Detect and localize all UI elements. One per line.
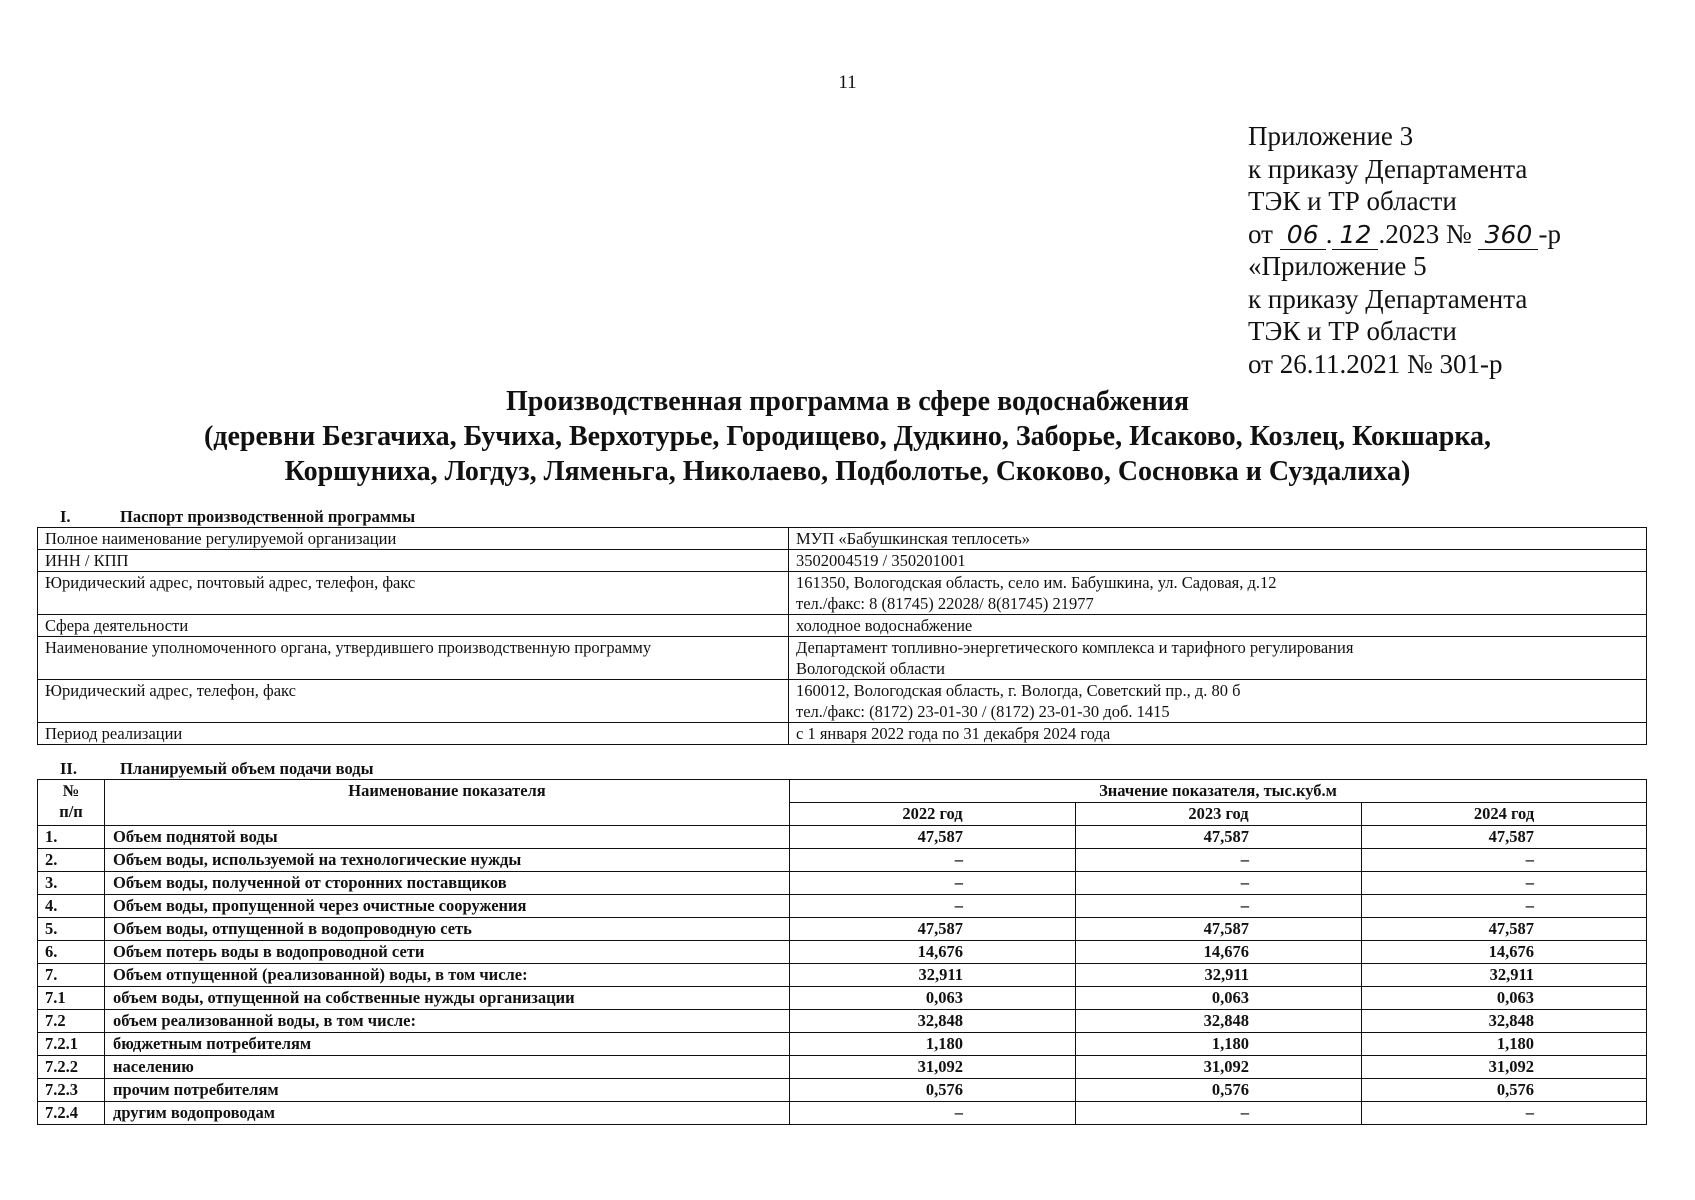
indicator-value: – [1076, 872, 1362, 895]
indicator-value: 32,911 [1076, 964, 1362, 987]
header-year: 2024 год [1362, 803, 1647, 826]
indicator-value: 0,063 [790, 987, 1076, 1010]
indicator-value: 0,576 [790, 1079, 1076, 1102]
appendix-line: ТЭК и ТР области [1248, 186, 1457, 216]
order-line [1248, 218, 1561, 251]
header-number-cell [38, 780, 105, 826]
indicator-value: 47,587 [1076, 826, 1362, 849]
order-separator: . [1325, 218, 1333, 249]
passport-value [789, 550, 1647, 572]
passport-value-line: 161350, Вологодская область, село им. Бабушкина, ул. Садовая, д.12 [796, 573, 1277, 592]
table-row [38, 550, 1647, 572]
table-header-row [38, 780, 1647, 803]
indicator-value: 47,587 [790, 826, 1076, 849]
indicator-name: бюджетным потребителям [105, 1033, 790, 1056]
table-row [38, 964, 1647, 987]
section-heading-volume [60, 759, 374, 779]
row-number: 7. [38, 964, 105, 987]
indicator-value: – [1076, 1102, 1362, 1125]
passport-value-line: Вологодской области [796, 659, 945, 678]
table-row [38, 572, 1647, 615]
passport-value [789, 615, 1647, 637]
row-number: 7.1 [38, 987, 105, 1010]
appendix-line: ТЭК и ТР области [1248, 316, 1457, 346]
indicator-value: 47,587 [1076, 918, 1362, 941]
passport-value [789, 723, 1647, 745]
passport-label: Наименование уполномоченного органа, утвердившего производственную программу [38, 637, 789, 680]
passport-value [789, 680, 1647, 723]
passport-value [789, 637, 1647, 680]
table-row [38, 918, 1647, 941]
table-row [38, 1010, 1647, 1033]
indicator-name: населению [105, 1056, 790, 1079]
row-number: 3. [38, 872, 105, 895]
indicator-value: 32,848 [1076, 1010, 1362, 1033]
passport-value-line: Департамент топливно-энергетического комплекса и тарифного регулирования [796, 638, 1354, 657]
passport-value-line: с 1 января 2022 года по 31 декабря 2024 года [796, 724, 1111, 743]
table-row [38, 895, 1647, 918]
row-number: 7.2.2 [38, 1056, 105, 1079]
indicator-name: Объем воды, используемой на технологические нужды [105, 849, 790, 872]
row-number: 7.2.1 [38, 1033, 105, 1056]
passport-value-line: тел./факс: (8172) 23-01-30 / (8172) 23-01-30 доб. 1415 [796, 702, 1170, 721]
table-row [38, 826, 1647, 849]
row-number: 2. [38, 849, 105, 872]
indicator-name: Объем потерь воды в водопроводной сети [105, 941, 790, 964]
order-day-handwritten: 06 [1280, 221, 1326, 250]
passport-label: Полное наименование регулируемой организации [38, 528, 789, 550]
table-row [38, 872, 1647, 895]
indicator-value: 14,676 [1362, 941, 1647, 964]
table-row [38, 528, 1647, 550]
header-number-line: п/п [59, 802, 83, 821]
indicator-name: другим водопроводам [105, 1102, 790, 1125]
indicator-value: 47,587 [790, 918, 1076, 941]
indicator-value: – [790, 872, 1076, 895]
order-month-handwritten: 12 [1332, 221, 1378, 250]
table-row [38, 680, 1647, 723]
page-number: 11 [838, 72, 857, 93]
header-value-group: Значение показателя, тыс.куб.м [790, 780, 1647, 803]
row-number: 6. [38, 941, 105, 964]
table-row [38, 637, 1647, 680]
indicator-name: Объем воды, пропущенной через очистные сооружения [105, 895, 790, 918]
table-row [38, 723, 1647, 745]
table-row [38, 987, 1647, 1010]
appendix-line: от 26.11.2021 № 301-р [1248, 348, 1503, 379]
indicator-name: прочим потребителям [105, 1079, 790, 1102]
passport-label: Период реализации [38, 723, 789, 745]
row-number: 7.2.4 [38, 1102, 105, 1125]
indicator-value: 0,063 [1362, 987, 1647, 1010]
header-year: 2023 год [1076, 803, 1362, 826]
section-title: Паспорт производственной программы [120, 507, 416, 526]
indicator-value: 32,911 [1362, 964, 1647, 987]
indicator-value: 32,911 [790, 964, 1076, 987]
indicator-value: – [1362, 1102, 1647, 1125]
indicator-value: – [1362, 849, 1647, 872]
order-number-handwritten: 360 [1478, 221, 1538, 250]
title-line: (деревни Безгачиха, Бучиха, Верхотурье, Городищево, Дудкино, Заборье, Исаково, Козлец, Кокшарка, [203, 421, 1492, 452]
indicator-value: 31,092 [1362, 1056, 1647, 1079]
row-number: 1. [38, 826, 105, 849]
row-number: 4. [38, 895, 105, 918]
passport-label: Юридический адрес, почтовый адрес, телефон, факс [38, 572, 789, 615]
indicator-value: 0,063 [1076, 987, 1362, 1010]
indicator-value: 1,180 [1362, 1033, 1647, 1056]
indicator-value: 47,587 [1362, 826, 1647, 849]
appendix-line: к приказу Департамента [1248, 153, 1528, 184]
indicator-value: – [1076, 849, 1362, 872]
indicator-value: 31,092 [1076, 1056, 1362, 1079]
table-row [38, 1056, 1647, 1079]
header-indicator-name: Наименование показателя [105, 780, 790, 826]
indicator-name: Объем воды, полученной от сторонних поставщиков [105, 872, 790, 895]
indicator-value: 32,848 [1362, 1010, 1647, 1033]
appendix-block [1248, 120, 1561, 380]
passport-value-line: холодное водоснабжение [796, 616, 973, 635]
indicator-value: 31,092 [790, 1056, 1076, 1079]
indicator-value: – [1362, 895, 1647, 918]
section-heading-passport [60, 507, 415, 527]
section-number: I. [60, 507, 71, 526]
table-row [38, 941, 1647, 964]
header-year: 2022 год [790, 803, 1076, 826]
indicator-value: 47,587 [1362, 918, 1647, 941]
indicator-value: 1,180 [1076, 1033, 1362, 1056]
row-number: 7.2 [38, 1010, 105, 1033]
appendix-line: Приложение 3 [1248, 121, 1414, 151]
order-year: .2023 № [1378, 218, 1472, 249]
indicator-value: – [790, 849, 1076, 872]
indicator-value: – [1076, 895, 1362, 918]
passport-label: Юридический адрес, телефон, факс [38, 680, 789, 723]
indicator-value: – [790, 1102, 1076, 1125]
indicator-name: объем реализованной воды, в том числе: [105, 1010, 790, 1033]
table-row [38, 1102, 1647, 1125]
order-prefix: от [1248, 218, 1273, 249]
title-line: Производственная программа в сфере водоснабжения [505, 386, 1190, 417]
indicator-name: Объем воды, отпущенной в водопроводную сеть [105, 918, 790, 941]
indicator-value: – [1362, 872, 1647, 895]
indicator-value: 14,676 [1076, 941, 1362, 964]
passport-table [37, 527, 1647, 745]
table-row [38, 1079, 1647, 1102]
section-title: Планируемый объем подачи воды [120, 759, 374, 778]
indicator-value: 0,576 [1362, 1079, 1647, 1102]
table-row [38, 1033, 1647, 1056]
document-title [0, 384, 1695, 489]
indicator-value: – [790, 895, 1076, 918]
water-volume-table [37, 779, 1647, 1125]
indicator-value: 14,676 [790, 941, 1076, 964]
passport-label: ИНН / КПП [38, 550, 789, 572]
indicator-name: Объем поднятой воды [105, 826, 790, 849]
indicator-value: 32,848 [790, 1010, 1076, 1033]
passport-value [789, 528, 1647, 550]
indicator-value: 1,180 [790, 1033, 1076, 1056]
passport-value-line: МУП «Бабушкинская теплосеть» [796, 529, 1031, 548]
title-line: Коршуниха, Логдуз, Ляменьга, Николаево, Подболотье, Скоково, Сосновка и Суздалиха) [284, 456, 1411, 487]
row-number: 7.2.3 [38, 1079, 105, 1102]
header-number-line: № [62, 781, 80, 800]
indicator-value: 0,576 [1076, 1079, 1362, 1102]
passport-value-line: тел./факс: 8 (81745) 22028/ 8(81745) 21977 [796, 594, 1094, 613]
indicator-name: объем воды, отпущенной на собственные нужды организации [105, 987, 790, 1010]
order-suffix: -р [1538, 218, 1561, 249]
table-row [38, 849, 1647, 872]
indicator-name: Объем отпущенной (реализованной) воды, в том числе: [105, 964, 790, 987]
passport-value-line: 3502004519 / 350201001 [796, 551, 966, 570]
appendix-line: к приказу Департамента [1248, 283, 1528, 314]
passport-label: Сфера деятельности [38, 615, 789, 637]
passport-value-line: 160012, Вологодская область, г. Вологда, Советский пр., д. 80 б [796, 681, 1241, 700]
section-number: II. [60, 759, 77, 778]
appendix-line: «Приложение 5 [1248, 251, 1427, 281]
table-row [38, 615, 1647, 637]
passport-value [789, 572, 1647, 615]
row-number: 5. [38, 918, 105, 941]
